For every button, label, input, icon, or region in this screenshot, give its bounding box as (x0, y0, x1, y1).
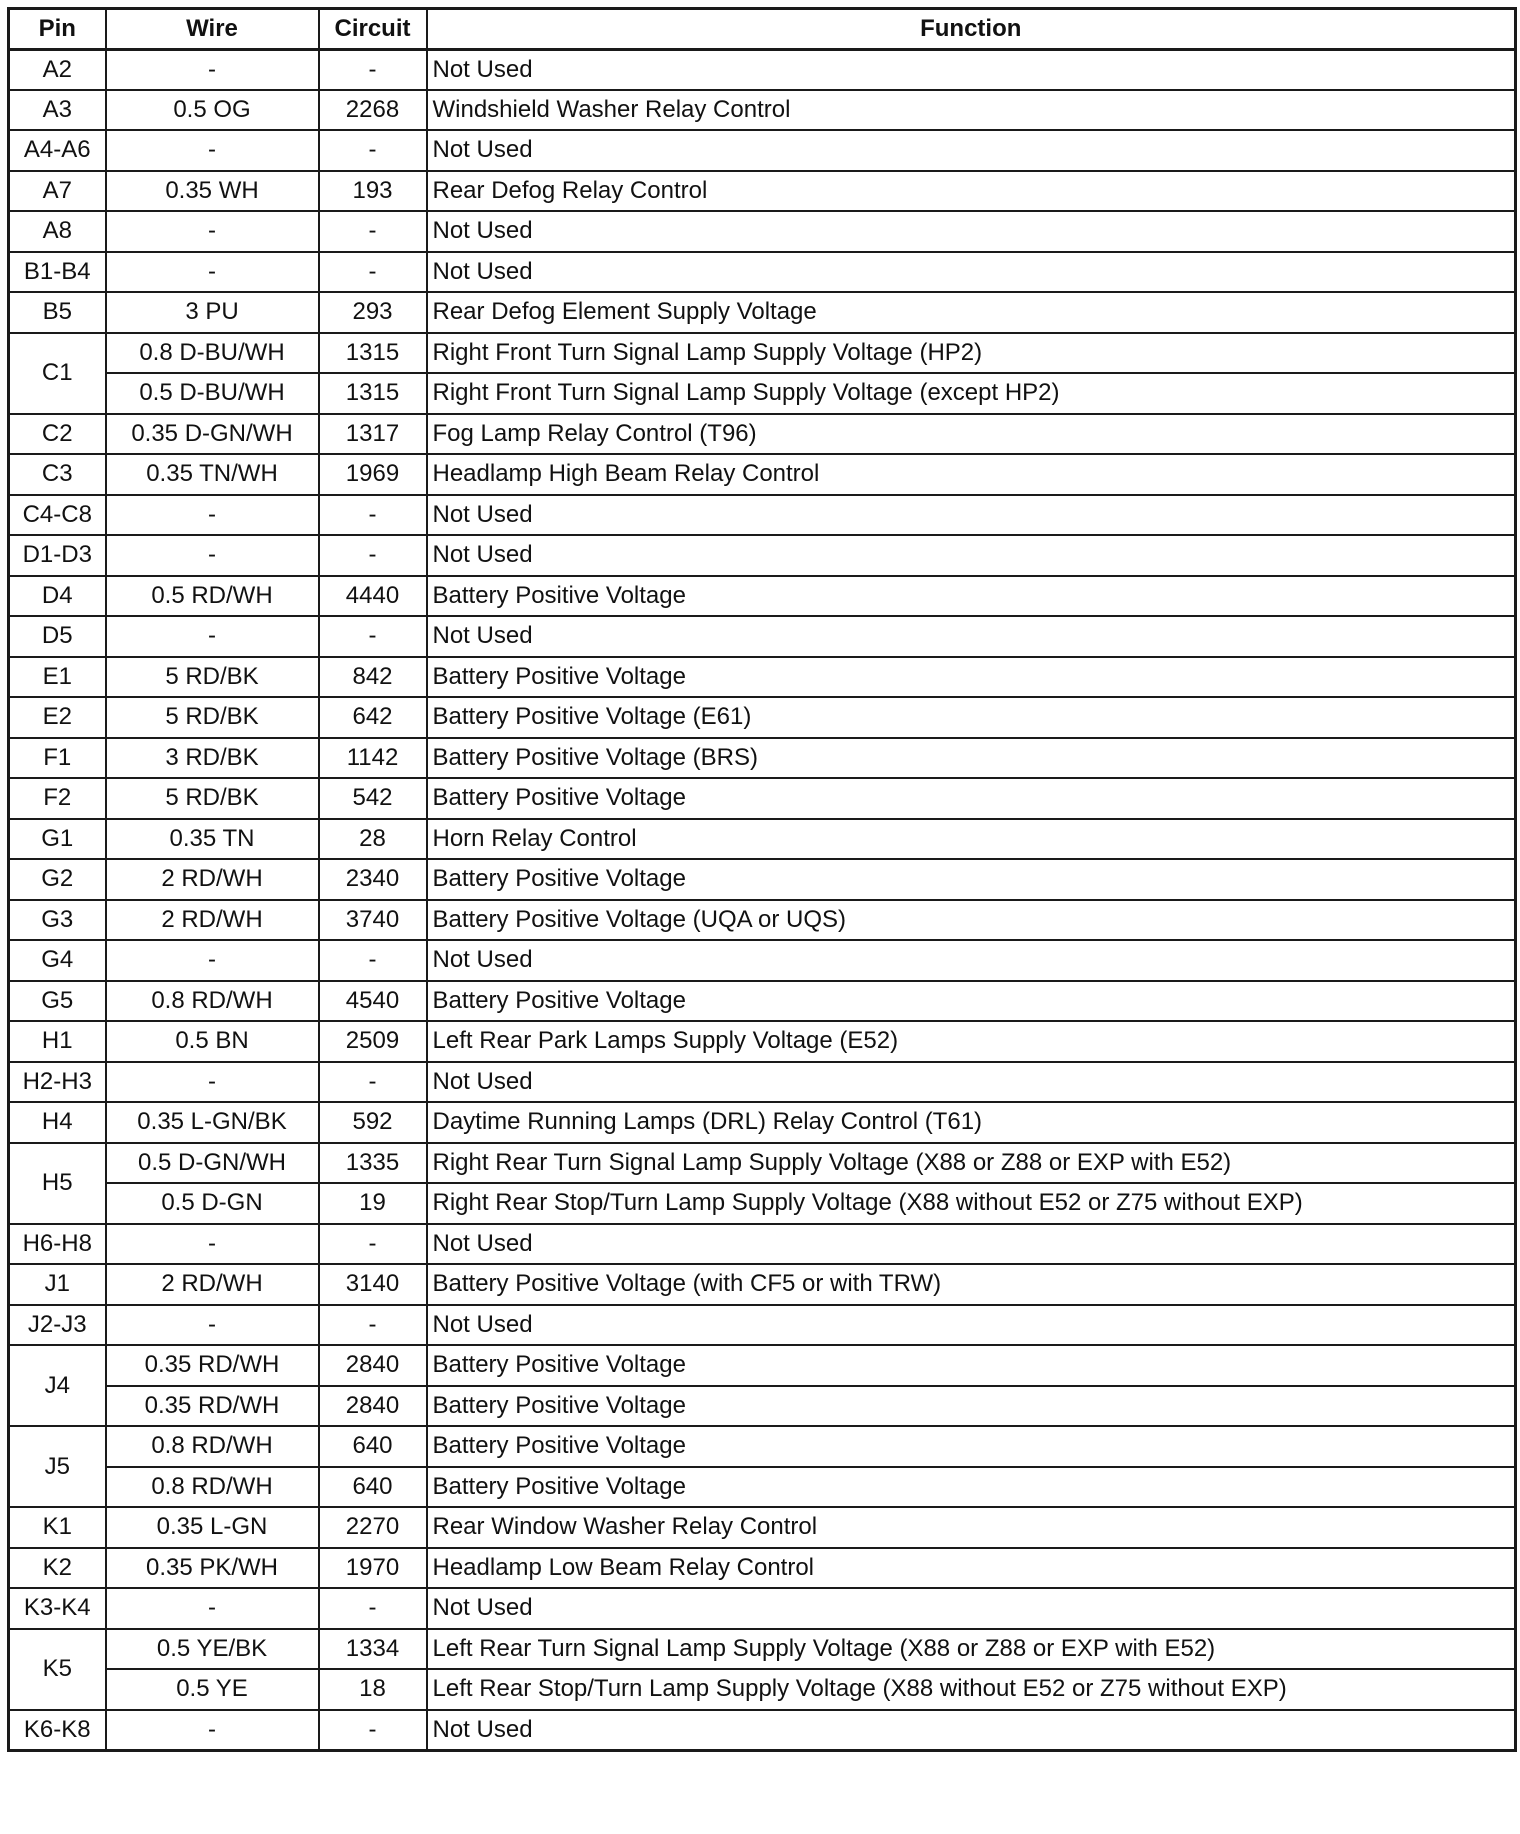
pin-cell: C4-C8 (9, 495, 106, 536)
wire-cell: 2 RD/WH (106, 1264, 319, 1305)
table-row (9, 1305, 1516, 1346)
function-cell: Horn Relay Control (427, 819, 1516, 860)
pin-cell: G3 (9, 900, 106, 941)
function-cell: Right Front Turn Signal Lamp Supply Voltage (HP2) (427, 333, 1516, 374)
wire-cell: 0.8 RD/WH (106, 1426, 319, 1467)
function-cell: Left Rear Park Lamps Supply Voltage (E52) (427, 1021, 1516, 1062)
wire-cell: - (106, 252, 319, 293)
circuit-column-header: Circuit (319, 9, 427, 50)
wire-cell: 0.8 D-BU/WH (106, 333, 319, 374)
wire-cell: 2 RD/WH (106, 859, 319, 900)
function-cell: Not Used (427, 1588, 1516, 1629)
table-row (9, 738, 1516, 779)
wire-cell: 5 RD/BK (106, 778, 319, 819)
function-cell: Daytime Running Lamps (DRL) Relay Control (T61) (427, 1102, 1516, 1143)
function-cell: Right Rear Turn Signal Lamp Supply Voltage (X88 or Z88 or EXP with E52) (427, 1143, 1516, 1184)
wire-cell: - (106, 211, 319, 252)
pin-cell: A8 (9, 211, 106, 252)
pin-cell: A3 (9, 90, 106, 131)
wire-cell: 0.35 TN (106, 819, 319, 860)
pin-cell: D4 (9, 576, 106, 617)
pin-cell: K5 (9, 1629, 106, 1710)
pin-cell: B1-B4 (9, 252, 106, 293)
table-row (9, 819, 1516, 860)
wire-cell: 5 RD/BK (106, 697, 319, 738)
function-cell: Battery Positive Voltage (427, 576, 1516, 617)
table-row (9, 211, 1516, 252)
pin-cell: J4 (9, 1345, 106, 1426)
circuit-cell: 2509 (319, 1021, 427, 1062)
circuit-cell: 592 (319, 1102, 427, 1143)
table-row (9, 292, 1516, 333)
circuit-cell: - (319, 1710, 427, 1751)
wire-cell: 0.5 D-GN/WH (106, 1143, 319, 1184)
wire-cell: - (106, 1305, 319, 1346)
pin-cell: E2 (9, 697, 106, 738)
wire-cell: 0.35 RD/WH (106, 1345, 319, 1386)
wire-cell: - (106, 1588, 319, 1629)
function-cell: Battery Positive Voltage (BRS) (427, 738, 1516, 779)
pin-cell: D5 (9, 616, 106, 657)
circuit-cell: - (319, 130, 427, 171)
table-row (9, 1507, 1516, 1548)
table-row (9, 1426, 1516, 1467)
wire-cell: - (106, 535, 319, 576)
pin-cell: G4 (9, 940, 106, 981)
pin-cell: H6-H8 (9, 1224, 106, 1265)
circuit-cell: 1969 (319, 454, 427, 495)
function-cell: Rear Defog Relay Control (427, 171, 1516, 212)
function-cell: Battery Positive Voltage (427, 859, 1516, 900)
function-cell: Right Front Turn Signal Lamp Supply Voltage (except HP2) (427, 373, 1516, 414)
function-cell: Headlamp Low Beam Relay Control (427, 1548, 1516, 1589)
wire-cell: 0.35 L-GN (106, 1507, 319, 1548)
wire-cell: 0.35 TN/WH (106, 454, 319, 495)
function-cell: Not Used (427, 940, 1516, 981)
pin-cell: K3-K4 (9, 1588, 106, 1629)
table-row (9, 333, 1516, 374)
pin-cell: A4-A6 (9, 130, 106, 171)
circuit-cell: 1335 (319, 1143, 427, 1184)
pin-cell: H1 (9, 1021, 106, 1062)
circuit-cell: 1315 (319, 373, 427, 414)
table-row (9, 778, 1516, 819)
table-row (9, 1710, 1516, 1751)
function-cell: Battery Positive Voltage (427, 778, 1516, 819)
pin-cell: H2-H3 (9, 1062, 106, 1103)
table-row (9, 1224, 1516, 1265)
table-row (9, 657, 1516, 698)
table-row (9, 1669, 1516, 1710)
pin-cell: G5 (9, 981, 106, 1022)
pin-cell: C2 (9, 414, 106, 455)
table-row (9, 859, 1516, 900)
function-cell: Not Used (427, 1710, 1516, 1751)
pin-cell: K6-K8 (9, 1710, 106, 1751)
pin-cell: C1 (9, 333, 106, 414)
table-row (9, 1386, 1516, 1427)
table-row (9, 1264, 1516, 1305)
wire-cell: 2 RD/WH (106, 900, 319, 941)
pin-cell: K2 (9, 1548, 106, 1589)
function-cell: Not Used (427, 211, 1516, 252)
circuit-cell: - (319, 495, 427, 536)
circuit-cell: 2270 (319, 1507, 427, 1548)
function-cell: Fog Lamp Relay Control (T96) (427, 414, 1516, 455)
circuit-cell: 1334 (319, 1629, 427, 1670)
table-row (9, 1467, 1516, 1508)
circuit-cell: 1142 (319, 738, 427, 779)
function-cell: Not Used (427, 616, 1516, 657)
wire-cell: 0.5 BN (106, 1021, 319, 1062)
function-cell: Not Used (427, 1224, 1516, 1265)
function-cell: Battery Positive Voltage (427, 1386, 1516, 1427)
function-cell: Battery Positive Voltage (427, 1345, 1516, 1386)
pin-cell: K1 (9, 1507, 106, 1548)
pin-cell: G2 (9, 859, 106, 900)
wire-cell: - (106, 495, 319, 536)
circuit-cell: 28 (319, 819, 427, 860)
circuit-cell: 1970 (319, 1548, 427, 1589)
function-cell: Rear Defog Element Supply Voltage (427, 292, 1516, 333)
table-row (9, 1588, 1516, 1629)
function-cell: Not Used (427, 1062, 1516, 1103)
wire-cell: 0.5 D-GN (106, 1183, 319, 1224)
pin-cell: A7 (9, 171, 106, 212)
wire-cell: - (106, 1710, 319, 1751)
wire-cell: 3 PU (106, 292, 319, 333)
function-cell: Battery Positive Voltage (427, 1467, 1516, 1508)
circuit-cell: 18 (319, 1669, 427, 1710)
wire-cell: 0.5 RD/WH (106, 576, 319, 617)
circuit-cell: 3140 (319, 1264, 427, 1305)
function-cell: Windshield Washer Relay Control (427, 90, 1516, 131)
table-row (9, 495, 1516, 536)
table-row (9, 940, 1516, 981)
circuit-cell: 2340 (319, 859, 427, 900)
function-cell: Not Used (427, 130, 1516, 171)
pin-column-header: Pin (9, 9, 106, 50)
circuit-cell: 3740 (319, 900, 427, 941)
wire-cell: - (106, 130, 319, 171)
table-row (9, 576, 1516, 617)
circuit-cell: 2840 (319, 1345, 427, 1386)
pinout-table-body (9, 49, 1516, 1750)
circuit-cell: - (319, 616, 427, 657)
table-row (9, 981, 1516, 1022)
wire-cell: 0.8 RD/WH (106, 981, 319, 1022)
circuit-cell: - (319, 940, 427, 981)
pinout-table (7, 7, 1517, 1752)
circuit-cell: - (319, 211, 427, 252)
function-cell: Battery Positive Voltage (UQA or UQS) (427, 900, 1516, 941)
table-row (9, 1062, 1516, 1103)
header-row (9, 9, 1516, 50)
pin-cell: D1-D3 (9, 535, 106, 576)
function-cell: Battery Positive Voltage (with CF5 or with TRW) (427, 1264, 1516, 1305)
table-row (9, 414, 1516, 455)
wire-cell: 0.35 D-GN/WH (106, 414, 319, 455)
pin-cell: G1 (9, 819, 106, 860)
pin-cell: H5 (9, 1143, 106, 1224)
circuit-cell: - (319, 1062, 427, 1103)
wire-cell: 0.5 OG (106, 90, 319, 131)
circuit-cell: - (319, 252, 427, 293)
function-cell: Battery Positive Voltage (427, 657, 1516, 698)
wire-column-header: Wire (106, 9, 319, 50)
table-row (9, 1102, 1516, 1143)
pin-cell: A2 (9, 49, 106, 90)
wire-cell: - (106, 1062, 319, 1103)
function-column-header: Function (427, 9, 1516, 50)
function-cell: Rear Window Washer Relay Control (427, 1507, 1516, 1548)
function-cell: Left Rear Turn Signal Lamp Supply Voltage (X88 or Z88 or EXP with E52) (427, 1629, 1516, 1670)
table-row (9, 373, 1516, 414)
pin-cell: F2 (9, 778, 106, 819)
pin-cell: J1 (9, 1264, 106, 1305)
function-cell: Left Rear Stop/Turn Lamp Supply Voltage (X88 without E52 or Z75 without EXP) (427, 1669, 1516, 1710)
function-cell: Battery Positive Voltage (427, 981, 1516, 1022)
pin-cell: J2-J3 (9, 1305, 106, 1346)
circuit-cell: 4540 (319, 981, 427, 1022)
circuit-cell: 1315 (319, 333, 427, 374)
table-row (9, 1143, 1516, 1184)
wire-cell: - (106, 940, 319, 981)
circuit-cell: 842 (319, 657, 427, 698)
circuit-cell: 542 (319, 778, 427, 819)
circuit-cell: 2268 (319, 90, 427, 131)
circuit-cell: 2840 (319, 1386, 427, 1427)
circuit-cell: 640 (319, 1426, 427, 1467)
wire-cell: 0.5 YE/BK (106, 1629, 319, 1670)
circuit-cell: 1317 (319, 414, 427, 455)
pin-cell: H4 (9, 1102, 106, 1143)
table-row (9, 535, 1516, 576)
wire-cell: - (106, 1224, 319, 1265)
function-cell: Not Used (427, 495, 1516, 536)
table-row (9, 454, 1516, 495)
wire-cell: 0.35 L-GN/BK (106, 1102, 319, 1143)
circuit-cell: - (319, 1305, 427, 1346)
table-row (9, 130, 1516, 171)
table-row (9, 90, 1516, 131)
pin-cell: J5 (9, 1426, 106, 1507)
table-row (9, 1183, 1516, 1224)
function-cell: Battery Positive Voltage (427, 1426, 1516, 1467)
circuit-cell: - (319, 535, 427, 576)
table-row (9, 171, 1516, 212)
circuit-cell: - (319, 49, 427, 90)
function-cell: Headlamp High Beam Relay Control (427, 454, 1516, 495)
circuit-cell: 193 (319, 171, 427, 212)
function-cell: Not Used (427, 252, 1516, 293)
wire-cell: 0.5 D-BU/WH (106, 373, 319, 414)
circuit-cell: - (319, 1224, 427, 1265)
table-row (9, 697, 1516, 738)
function-cell: Not Used (427, 49, 1516, 90)
table-row (9, 252, 1516, 293)
function-cell: Not Used (427, 535, 1516, 576)
table-row (9, 616, 1516, 657)
table-row (9, 900, 1516, 941)
table-row (9, 1021, 1516, 1062)
circuit-cell: 293 (319, 292, 427, 333)
wire-cell: 0.35 PK/WH (106, 1548, 319, 1589)
wire-cell: 0.35 WH (106, 171, 319, 212)
circuit-cell: - (319, 1588, 427, 1629)
wire-cell: - (106, 616, 319, 657)
function-cell: Not Used (427, 1305, 1516, 1346)
pin-cell: B5 (9, 292, 106, 333)
wire-cell: - (106, 49, 319, 90)
function-cell: Right Rear Stop/Turn Lamp Supply Voltage (X88 without E52 or Z75 without EXP) (427, 1183, 1516, 1224)
table-row (9, 1548, 1516, 1589)
wire-cell: 3 RD/BK (106, 738, 319, 779)
circuit-cell: 19 (319, 1183, 427, 1224)
wire-cell: 0.8 RD/WH (106, 1467, 319, 1508)
wire-cell: 0.35 RD/WH (106, 1386, 319, 1427)
table-row (9, 1629, 1516, 1670)
table-row (9, 1345, 1516, 1386)
wire-cell: 5 RD/BK (106, 657, 319, 698)
pin-cell: F1 (9, 738, 106, 779)
circuit-cell: 4440 (319, 576, 427, 617)
pin-cell: C3 (9, 454, 106, 495)
table-row (9, 49, 1516, 90)
pin-cell: E1 (9, 657, 106, 698)
circuit-cell: 640 (319, 1467, 427, 1508)
function-cell: Battery Positive Voltage (E61) (427, 697, 1516, 738)
wire-cell: 0.5 YE (106, 1669, 319, 1710)
circuit-cell: 642 (319, 697, 427, 738)
